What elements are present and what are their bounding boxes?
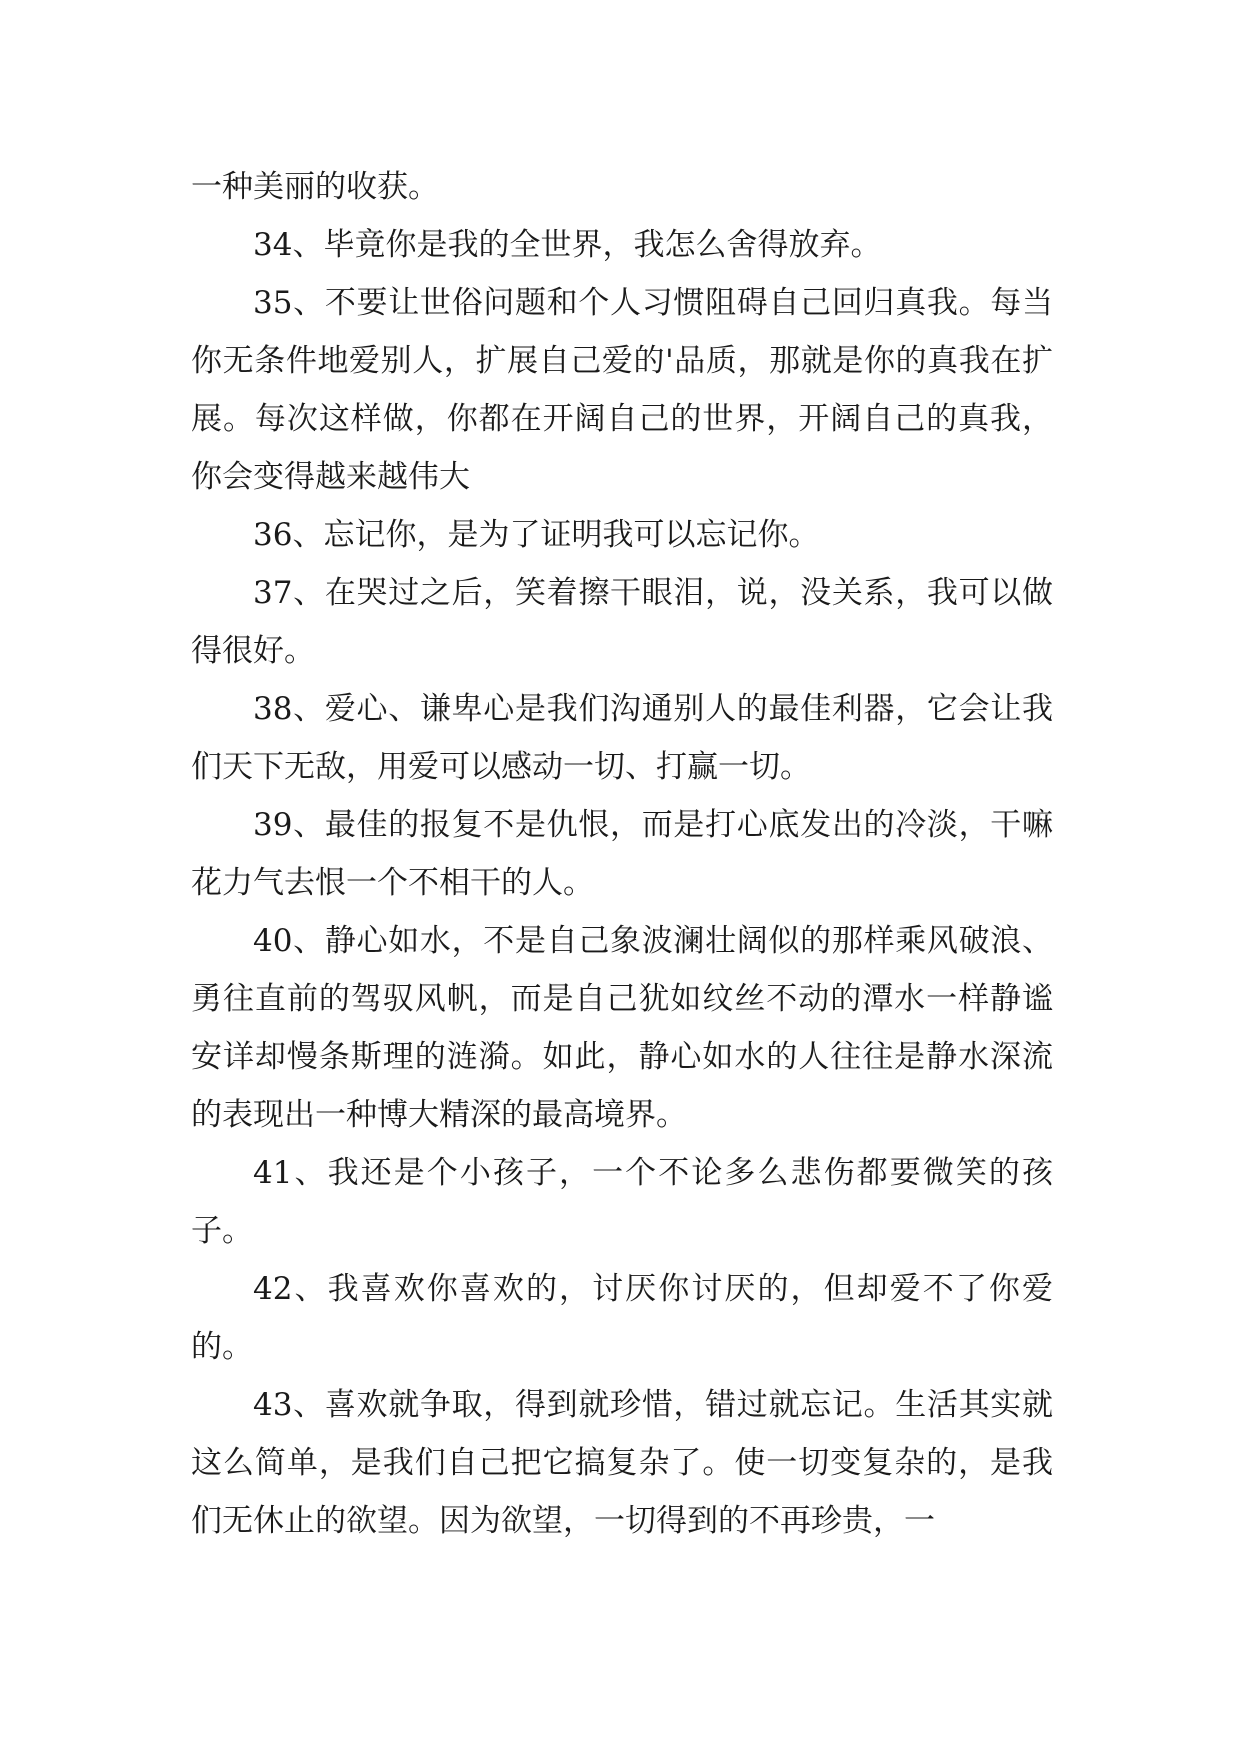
paragraph-41: 41、我还是个小孩子，一个不论多么悲伤都要微笑的孩子。 <box>191 1155 1053 1249</box>
paragraph-38: 38、爱心、谦卑心是我们沟通别人的最佳利器，它会让我们天下无敌，用爱可以感动一切、打赢一切。 <box>191 691 1053 785</box>
paragraph-37: 37、在哭过之后，笑着擦干眼泪，说，没关系，我可以做得很好。 <box>191 575 1053 669</box>
paragraph-39: 39、最佳的报复不是仇恨，而是打心底发出的冷淡，干嘛花力气去恨一个不相干的人。 <box>191 807 1053 901</box>
document-body <box>191 158 1053 1550</box>
paragraph-35: 35、不要让世俗问题和个人习惯阻碍自己回归真我。每当你无条件地爱别人，扩展自己爱的'品质，那就是你的真我在扩展。每次这样做，你都在开阔自己的世界，开阔自己的真我，你会变得越来越伟大 <box>191 285 1053 495</box>
paragraph-42: 42、我喜欢你喜欢的，讨厌你讨厌的，但却爱不了你爱的。 <box>191 1271 1053 1365</box>
paragraph-continuation: 一种美丽的收获。 <box>191 169 439 205</box>
paragraph-36: 36、忘记你，是为了证明我可以忘记你。 <box>253 517 820 553</box>
paragraph-40: 40、静心如水，不是自己象波澜壮阔似的那样乘风破浪、勇往直前的驾驭风帆，而是自己犹如纹丝不动的潭水一样静谧安详却慢条斯理的涟漪。如此，静心如水的人往往是静水深流的表现出一种博大精深的最高境界。 <box>191 923 1053 1133</box>
paragraph-34: 34、毕竟你是我的全世界，我怎么舍得放弃。 <box>253 227 882 263</box>
paragraph-43: 43、喜欢就争取，得到就珍惜，错过就忘记。生活其实就这么简单，是我们自己把它搞复杂了。使一切变复杂的，是我们无休止的欲望。因为欲望，一切得到的不再珍贵，一 <box>191 1387 1053 1539</box>
